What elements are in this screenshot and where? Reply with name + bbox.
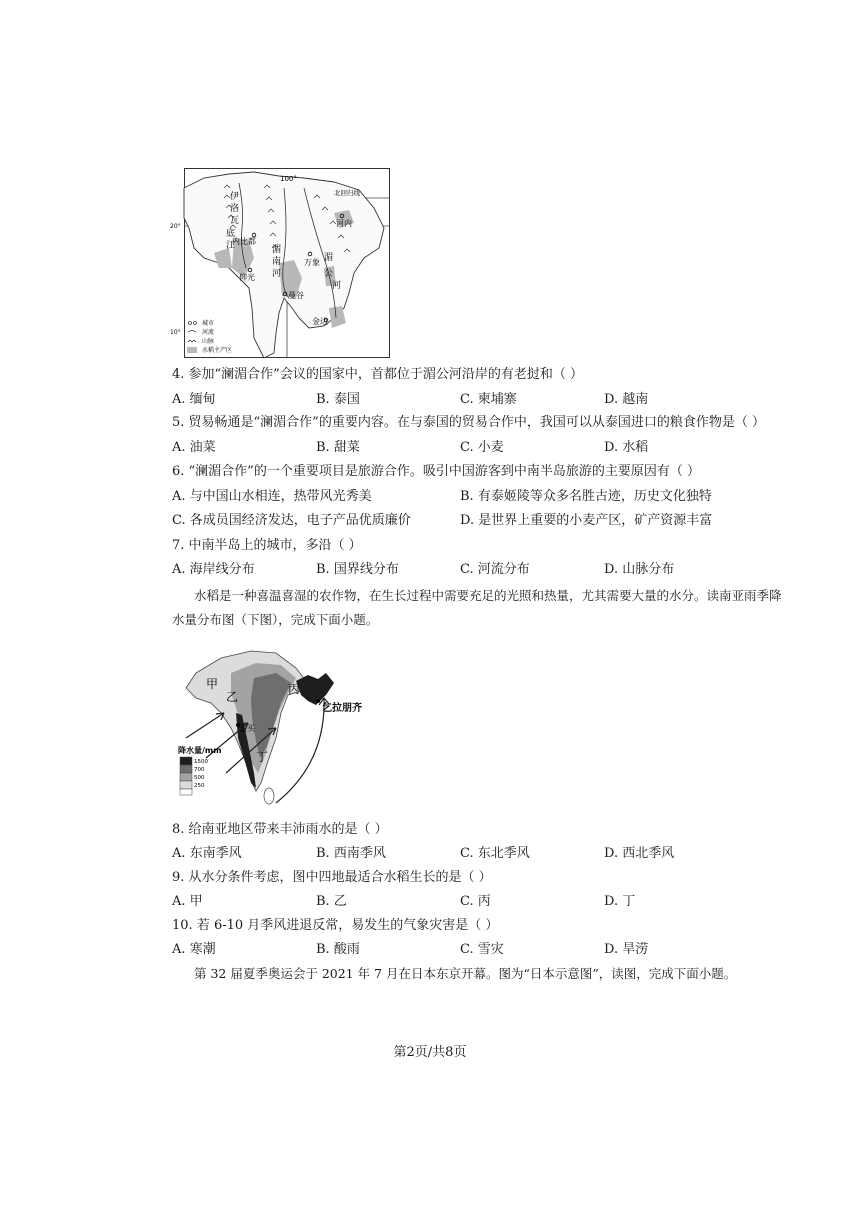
map2-cherrapunji: 乞拉朋齐 (322, 703, 362, 714)
map1-irrawaddy-2: 洛 (230, 204, 240, 214)
map1-tropic-label: 北回归线 (334, 189, 360, 197)
q8-option-a[interactable]: A. 东南季风 (172, 846, 242, 861)
map1-mekong-1: 湄 (324, 253, 334, 263)
q5-option-b[interactable]: B. 甜菜 (316, 440, 360, 455)
question-5: 5. 贸易畅通是“澜湄合作”的重要内容。在与泰国的贸易合作中，我国可以从泰国进口的粮食作物是（ ） (172, 415, 765, 430)
q5-option-d[interactable]: D. 水稻 (604, 440, 649, 455)
map1-mekong-2: 公 (324, 269, 334, 279)
q9-option-c[interactable]: C. 丙 (460, 894, 491, 909)
map2-legend-250: 250 (194, 783, 205, 789)
q6-option-a[interactable]: A. 与中国山水相连，热带风光秀美 (172, 489, 372, 504)
map1-legend-river: 河流 (202, 329, 215, 336)
map1-chao-1: 湄 (272, 245, 282, 255)
q6-option-d[interactable]: D. 是世界上重要的小麦产区，矿产资源丰富 (460, 513, 713, 528)
map2-legend-title: 降水量/mm (178, 746, 222, 755)
map2-ding: 丁 (256, 750, 269, 764)
q10-option-d[interactable]: D. 旱涝 (604, 942, 649, 957)
question-4: 4. 参加“澜湄合作”会议的国家中，首都位于湄公河沿岸的有老挝和（ ） (172, 367, 583, 382)
map1-irrawaddy-4: 底 (226, 229, 236, 239)
map2-legend-700: 700 (194, 767, 205, 773)
q8-option-d[interactable]: D. 西北季风 (604, 846, 675, 861)
intro-rice-paragraph: 水稻是一种喜温喜湿的农作物，在生长过程中需要充足的光照和热量，尤其需要大量的水分。读南亚雨季降水量分布图（下图），完成下面小题。 (172, 588, 782, 627)
q10-option-c[interactable]: C. 雪灾 (460, 942, 504, 957)
map2-legend (178, 745, 222, 795)
map1-legend-mountain: 山脉 (202, 338, 215, 345)
q7-option-a[interactable]: A. 海岸线分布 (172, 562, 255, 577)
map2-jia: 甲 (206, 677, 219, 691)
map1-naypyidaw: 内比都 (232, 237, 256, 246)
map1-irrawaddy-5: 江 (226, 241, 236, 251)
q8-option-b[interactable]: B. 西南季风 (316, 846, 386, 861)
map1-lat20-label: 20° (170, 223, 181, 230)
question-8: 8. 给南亚地区带来丰沛雨水的是（ ） (172, 822, 388, 837)
map1-yangon: 仰光 (239, 273, 255, 282)
q7-option-b[interactable]: B. 国界线分布 (316, 562, 399, 577)
q6-option-c[interactable]: C. 各成员国经济发达，电子产品优质廉价 (172, 513, 411, 528)
south-asia-rainfall-map (176, 643, 394, 811)
map1-chao-3: 河 (272, 269, 282, 279)
map1-irrawaddy-1: 伊 (230, 192, 240, 202)
q4-option-d[interactable]: D. 越南 (604, 392, 649, 407)
q6-option-b[interactable]: B. 有泰姬陵等众多名胜古迹，历史文化独特 (460, 489, 712, 504)
map1-legend-city: 城市 (202, 320, 215, 327)
q10-option-a[interactable]: A. 寒潮 (172, 942, 216, 957)
map1-lat10-label: 10° (170, 329, 181, 336)
q4-option-b[interactable]: B. 泰国 (316, 392, 360, 407)
q9-option-b[interactable]: B. 乙 (316, 894, 347, 909)
map1-irrawaddy-3: 瓦 (230, 216, 240, 226)
map1-phnompenh: 金边 (312, 317, 328, 326)
question-9: 9. 从水分条件考虑，图中四地最适合水稻生长的是（ ） (172, 870, 492, 885)
intro-olympics-paragraph: 第 32 届夏季奥运会于 2021 年 7 月在日本东京开幕。图为“日本示意图”，读图，完成下面小题。 (194, 966, 737, 981)
map1-chao-2: 南 (272, 257, 282, 267)
question-6: 6. “澜湄合作”的一个重要项目是旅游合作。吸引中国游客到中南半岛旅游的主要原因有（ ） (172, 464, 700, 479)
q5-option-a[interactable]: A. 油菜 (172, 440, 216, 455)
map2-legend-1500: 1500 (194, 759, 208, 765)
map1-vientiane: 万象 (304, 258, 320, 267)
map1-legend-rice: 水稻主产区 (202, 347, 233, 354)
map2-mumbai: 孟买 (239, 724, 255, 733)
q4-option-a[interactable]: A. 缅甸 (172, 392, 216, 407)
page-footer: 第2页/共8页 (393, 1045, 467, 1060)
q9-option-a[interactable]: A. 甲 (172, 894, 203, 909)
map1-bangkok: 曼谷 (288, 291, 304, 300)
map2-yi: 乙 (226, 690, 239, 704)
map1-hanoi: 河内 (336, 219, 352, 228)
q7-option-d[interactable]: D. 山脉分布 (604, 562, 675, 577)
q10-option-b[interactable]: B. 酸雨 (316, 942, 360, 957)
question-10: 10. 若 6-10 月季风进退反常，易发生的气象灾害是（ ） (172, 918, 499, 933)
q7-option-c[interactable]: C. 河流分布 (460, 562, 530, 577)
q4-option-c[interactable]: C. 柬埔寨 (460, 392, 517, 407)
map1-meridian-label: 100° (280, 175, 297, 183)
map1-mekong-3: 河 (332, 281, 342, 291)
q5-option-c[interactable]: C. 小麦 (460, 440, 504, 455)
map2-legend-500: 500 (194, 775, 205, 781)
question-7: 7. 中南半岛上的城市，多沿（ ） (172, 538, 362, 553)
indochina-map (170, 168, 390, 358)
q9-option-d[interactable]: D. 丁 (604, 894, 636, 909)
q8-option-c[interactable]: C. 东北季风 (460, 846, 530, 861)
map2-bing: 丙 (288, 682, 301, 696)
